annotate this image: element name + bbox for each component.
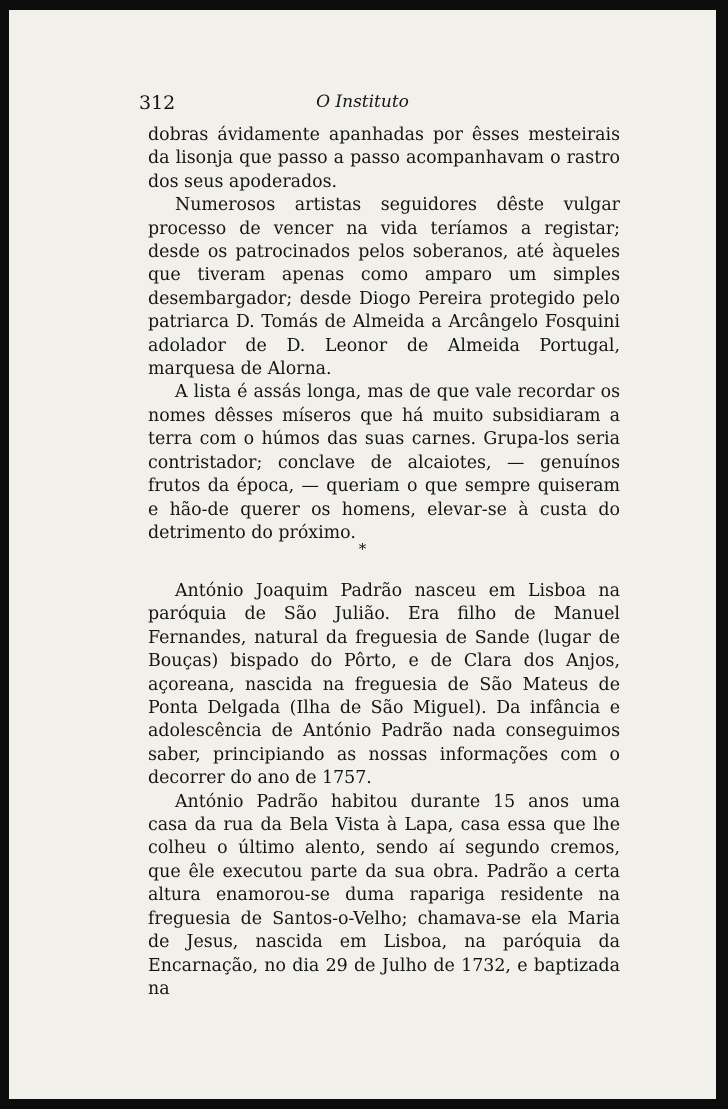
paragraph: António Joaquim Padrão nasceu em Lisboa na paróquia de São Julião. Era filho de Manuel Fernandes, natural da freguesia de Sande (lugar de Bouças) bispado do Pôrto, e de Clara dos Anjos, açoreana, nascida na freguesia de São Mateus de Ponta Delgada (Ilha de São Miguel). Da infância e adolescência de António Padrão nada conseguimos saber, principiando as nossas informações com o decorrer do ano de 1757. [148, 581, 620, 789]
page-header [9, 92, 716, 114]
section-separator: * [358, 540, 367, 558]
paragraph: António Padrão habitou durante 15 anos uma casa da rua da Bela Vista à Lapa, casa essa que lhe colheu o último alento, sendo aí segundo cremos, que êle executou parte da sua obra. Padrão a certa altura enamorou-se duma rapariga residente na freguesia de Santos-o-Velho; chamava-se ela Maria de Jesus, nascida em Lisboa, na paróquia da Encarnação, no dia 29 de Julho de 1732, e baptizada na [148, 791, 620, 999]
running-title: O Instituto [316, 92, 409, 112]
paragraph: Numerosos artistas seguidores dêste vulgar processo de vencer na vida teríamos a registar; desde os patrocinados pelos soberanos, até àqueles que tiveram apenas como amparo um simples desembargador; desde Diogo Pereira protegido pelo patriarca D. Tomás de Almeida a Arcângelo Fosquini adolador de D. Leonor de Almeida Portugal, marquesa de Alorna. [148, 195, 620, 380]
book-page [9, 10, 716, 1099]
text-block-1 [148, 124, 620, 545]
paragraph: A lista é assás longa, mas de que vale recordar os nomes dêsses míseros que há muito subsidiaram a terra com o húmos das suas carnes. Grupa-los seria contristador; conclave de alcaiotes, — genuínos frutos da época, — queriam o que sempre quiseram e hão-de querer os homens, elevar-se à custa do detrimento do próximo. [148, 382, 620, 543]
text-block-2 [148, 580, 620, 1001]
paragraph: dobras ávidamente apanhadas por êsses mesteirais da lisonja que passo a passo acompanhavam o rastro dos seus apoderados. [148, 125, 620, 192]
page-number: 312 [139, 92, 176, 114]
